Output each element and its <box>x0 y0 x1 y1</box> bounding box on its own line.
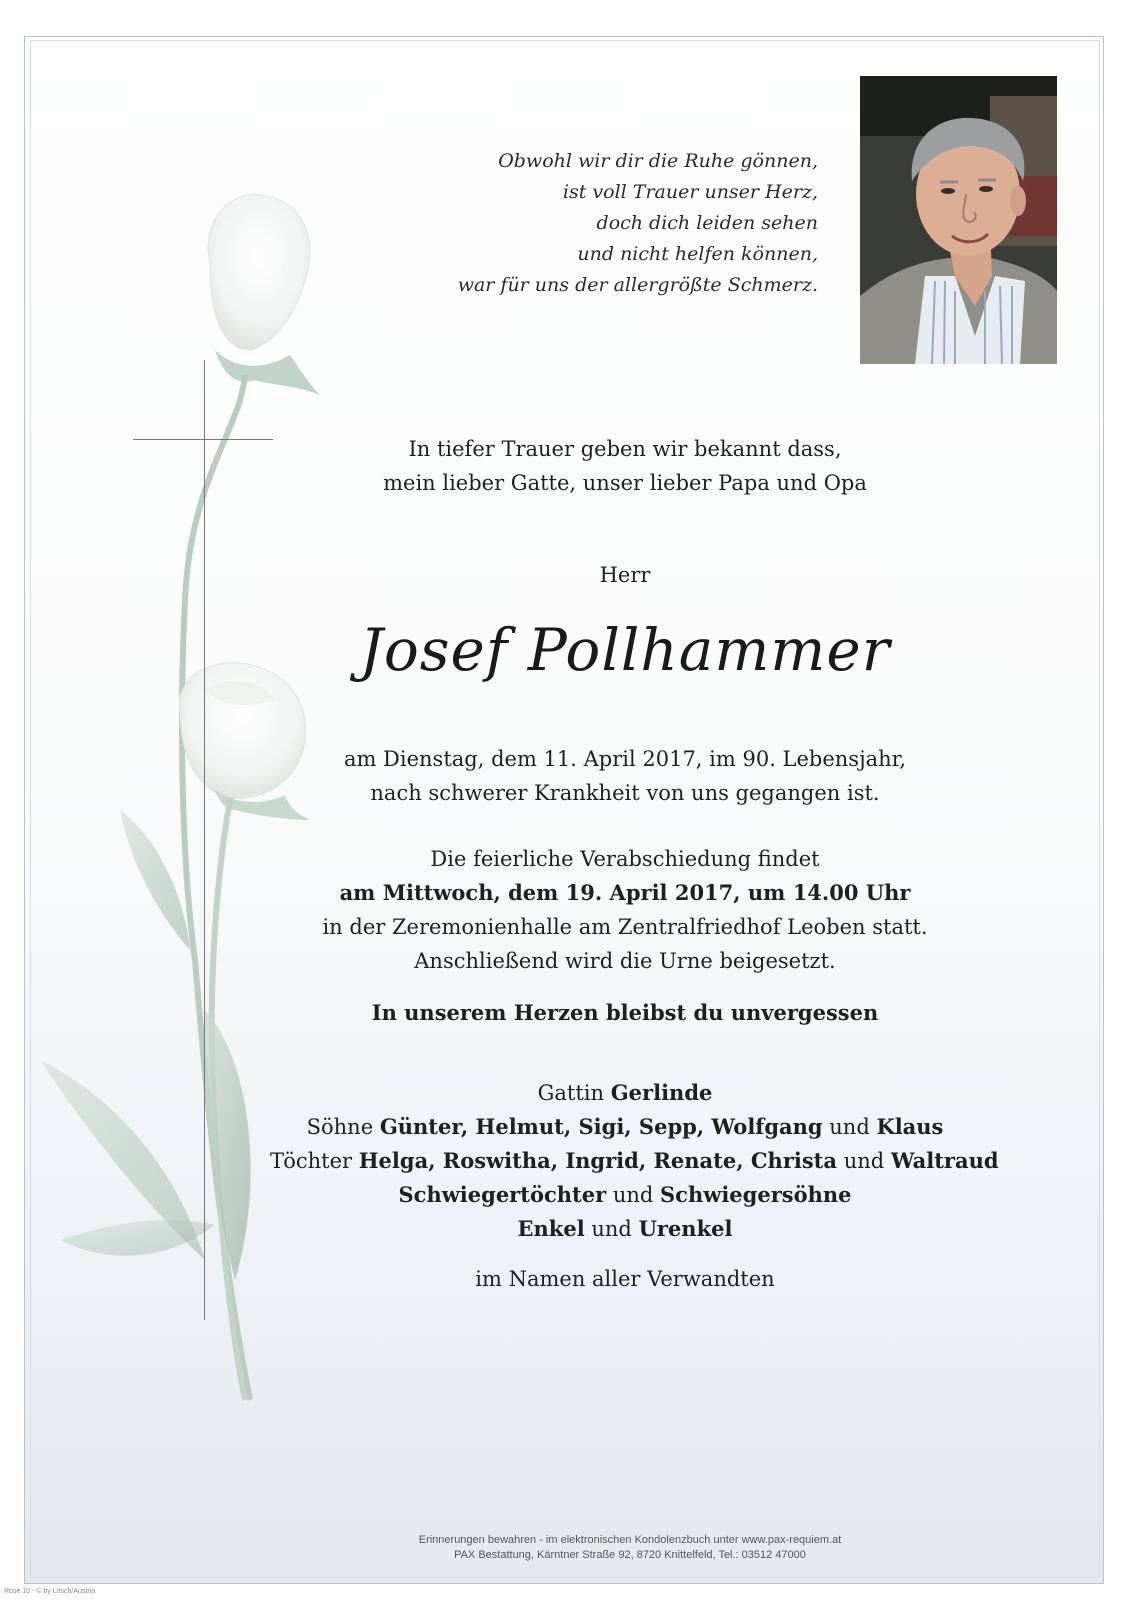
mourner-name: Schwiegersöhne <box>660 1182 852 1207</box>
cross-vertical <box>204 360 205 1320</box>
motto-text: In unserem Herzen bleibst du unvergessen <box>371 1000 879 1025</box>
death-line: nach schwerer Krankheit von uns gegangen ist. <box>370 781 880 805</box>
ceremony-date: am Mittwoch, dem 19. April 2017, um 14.00 Uhr <box>339 880 911 905</box>
closing <box>270 1262 980 1296</box>
poem-line: ist voll Trauer unser Herz, <box>562 181 818 203</box>
announcement <box>270 432 980 500</box>
mourner-conjunction: und <box>591 1217 632 1241</box>
mourner-label: Gattin <box>537 1081 605 1105</box>
poem-line: Obwohl wir dir die Ruhe gönnen, <box>498 150 818 172</box>
footer-line: Erinnerungen bewahren - im elektronischen Kondolenzbuch unter www.pax-requiem.at <box>418 1534 842 1546</box>
image-credit: Rose 10 - © by Lösch/Austria <box>4 1588 96 1595</box>
poem-line: und nicht helfen können, <box>577 243 818 265</box>
mourner-name: Klaus <box>876 1114 944 1139</box>
ceremony-line: in der Zeremonienhalle am Zentralfriedhof Leoben statt. <box>322 915 928 939</box>
rose-top <box>208 194 320 395</box>
mourner-name: Gerlinde <box>610 1080 713 1105</box>
mourner-row-toechter <box>270 1144 999 1178</box>
mourner-name: Schwiegertöchter <box>398 1182 607 1207</box>
death-line: am Dienstag, dem 11. April 2017, im 90. Lebensjahr, <box>343 747 907 771</box>
mourner-name: Urenkel <box>638 1216 733 1241</box>
title-prefix <box>270 558 980 592</box>
motto <box>270 996 980 1030</box>
mourner-row-schwieger <box>270 1178 980 1212</box>
announcement-line: mein lieber Gatte, unser lieber Papa und Opa <box>383 471 867 495</box>
poem-line: war für uns der allergrößte Schmerz. <box>457 274 818 296</box>
death-notice <box>270 742 980 810</box>
mourner-name: Enkel <box>517 1216 585 1241</box>
mourner-name: Waltraud <box>890 1148 999 1173</box>
closing-text: im Namen aller Verwandten <box>475 1267 775 1291</box>
ceremony-line: Die feierliche Verabschiedung findet <box>430 847 820 871</box>
mourner-conjunction: und <box>612 1183 654 1207</box>
mourner-row-enkel <box>270 1212 980 1246</box>
mourner-label: Söhne <box>306 1115 374 1139</box>
mourner-names: Günter, Helmut, Sigi, Sepp, Wolfgang <box>379 1114 823 1139</box>
footer-line: PAX Bestattung, Kärntner Straße 92, 8720 Knittelfeld, Tel.: 03512 47000 <box>454 1549 806 1561</box>
mourner-names: Helga, Roswitha, Ingrid, Renate, Christa <box>358 1148 837 1173</box>
footer <box>300 1533 960 1563</box>
mourner-row-gattin <box>270 1076 980 1110</box>
announcement-line: In tiefer Trauer geben wir bekannt dass, <box>408 437 842 461</box>
poem-line: doch dich leiden sehen <box>596 212 818 234</box>
ceremony-info <box>270 842 980 978</box>
poem <box>420 146 818 301</box>
mourner-row-soehne <box>270 1110 980 1144</box>
cross-horizontal <box>133 439 273 440</box>
mourner-label: Töchter <box>270 1149 353 1173</box>
deceased-name: Josef Pollhammer <box>359 616 891 684</box>
mourner-conjunction: und <box>829 1115 870 1139</box>
mourner-conjunction: und <box>843 1149 885 1173</box>
portrait-photo <box>860 76 1057 364</box>
mourners-list <box>270 1076 999 1246</box>
title-prefix-text: Herr <box>599 563 651 587</box>
ceremony-line: Anschließend wird die Urne beigesetzt. <box>414 949 836 973</box>
